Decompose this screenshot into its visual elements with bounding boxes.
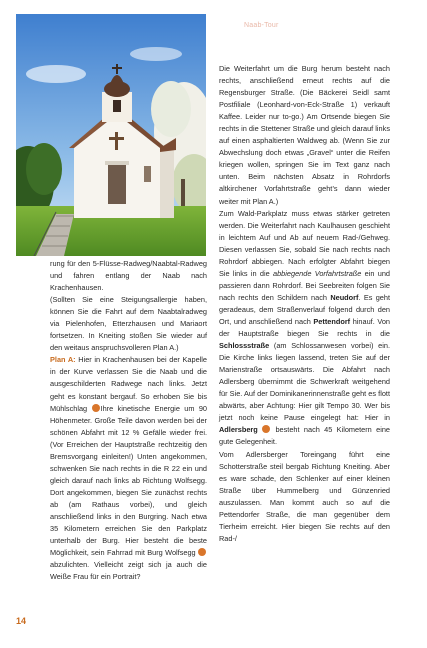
paragraph: Vom Adlersberger Toreingang führt eine Schotterstraße steil bergab Richtung Kneiting. Aber es ware schade, den Schlenker auf einer kleinen Straße über Hummelberg und Günzenried auszulassen. Man kommt auch so auf die Pettendorfer Straße, die man gegenüber dem Tierheim erreicht. Hier biegen Sie rechts auf den Rad-/ (219, 449, 390, 543)
text-run: Ihre kinetische Energie um 90 Höhenmeter. Große Teile davon werden bei der schönen Abfahrt mit 12 % Gefälle wieder frei. (Vor Erreichen der Hauptstraße rechtzeitig den Bremsvorgang einleiten!) Unten angekommen, schwenken Sie nach rechts in die R 22 ein und gleich darauf nach links ab Richtung Wolfsegg. Dort angekommen, biegen Sie zunächst rechts ab (am Rathaus vorbei), und gleich anschließend links in den Burgring. Nach etwa 35 Kilometern erreichen Sie den Parkplatz unterhalb der Burg. Hier besteht die beste Möglichkeit, sein Fahrrad mit Burg Wolfsegg (50, 403, 208, 558)
paragraph (219, 208, 390, 449)
text-run: (am Schlossanwesen vorbei) ein. Die Kirche links liegen lassend, treten Sie auf der Marienstraße ortsauswärts. Die Abfahrt nach Adlersberg übernimmt die Schwerkraft weitgehend für Sie. Auf der Dominikanerinnenstraße geht es flott abwärts, aber Achtung: Hier gilt Tempo 30. Wer bis jetzt noch keine Pause eingelegt hat: Hier in (219, 341, 390, 423)
text-run: besteht nach 45 Kilometern eine gute Gelegenheit. (219, 425, 390, 447)
chapel-photo (16, 14, 206, 256)
left-text-column (50, 258, 207, 583)
running-header: Naab-Tour (244, 22, 279, 29)
paragraph (50, 354, 207, 583)
paragraph: Die Weiterfahrt um die Burg herum besteht nach rechts, anschließend erneut rechts auf die Regensburger Straße. (Die Bäckerei Seidl samt Postfiliale (Leonhard-von-Eck-Straße 1) verkauft Kaffee. Leider nur to-go.) Am Ortsende biegen Sie rechts in die Stettener Straße und gleich darauf links auf einen asphaltierten Waldweg ab. (Wenn Sie zur Abwechslung doch etwas „Gravel“ unter die Reifen kriegen wollen, springen Sie im Text ganz nach unten. Beim nächsten Absatz in Rohrdorfs altkirchener Vorfahrtstraße geht’s dann wieder weiter mit Plan A.) (219, 64, 390, 206)
page-number: 14 (16, 616, 27, 626)
place-name: Adlersberg (219, 425, 258, 435)
place-name: Pettendorf (313, 316, 351, 326)
text-run: ein und passieren dann Rohrdorf. Bei Seebreiten folgen Sie nach rechts den Schildern nach (219, 268, 391, 302)
place-name: Neudorf (330, 292, 359, 302)
paragraph: rung für den 5-Flüsse-Radweg/Naabtal-Radweg und fahren entlang der Naab nach Krachenhausen. (50, 259, 207, 293)
plan-a-label: Plan A: (50, 355, 76, 365)
text-run: hinauf. Von der Hauptstraße biegen Sie rechts in die (219, 316, 390, 339)
text-run: abbiegende Vorfahrtstraße (273, 268, 362, 278)
text-run: Hier in Krachenhausen bei der Kapelle in der Kurve verlassen Sie die Naab und die ausgeschilderten Radwege nach links. Jetzt geht es konstant bergauf. So erhoben Sie bis Mühlschlag (50, 355, 207, 413)
text-run: . Es geht geradeaus, dem Straßenverlauf folgend durch den Ort, und anschließend nach (219, 292, 391, 326)
circled-number-marker-icon (92, 404, 100, 412)
circled-number-marker-icon (262, 425, 270, 433)
circled-number-marker-icon (198, 548, 206, 556)
street-name: Schlossstraße (219, 341, 270, 351)
right-text-column (219, 63, 390, 545)
paragraph: (Sollten Sie eine Steigungsallergie haben, können Sie die Fahrt auf dem Naabtalradweg via Pielenhofen, Etterzhausen und Mariaort fortsetzen. In Kneiting stoßen Sie wieder auf den weitaus anspruchsvolleren Plan A.) (50, 295, 207, 353)
text-run: abzulichten. Vielleicht zeigt sich ja auch die Weiße Frau für ein Portrait? (50, 560, 207, 582)
text-run: Zum Wald-Parkplatz muss etwas stärker getreten werden. Die Weiterfahrt nach Kaulhausen geschieht in leichtem Auf und Ab auf neuem Rad-/Gehweg. Diesen verlassen Sie, sobald Sie nach rechts nach Rohrdorf abbiegen. Nach erfolgter Abfahrt biegen Sie links in die (219, 208, 390, 278)
